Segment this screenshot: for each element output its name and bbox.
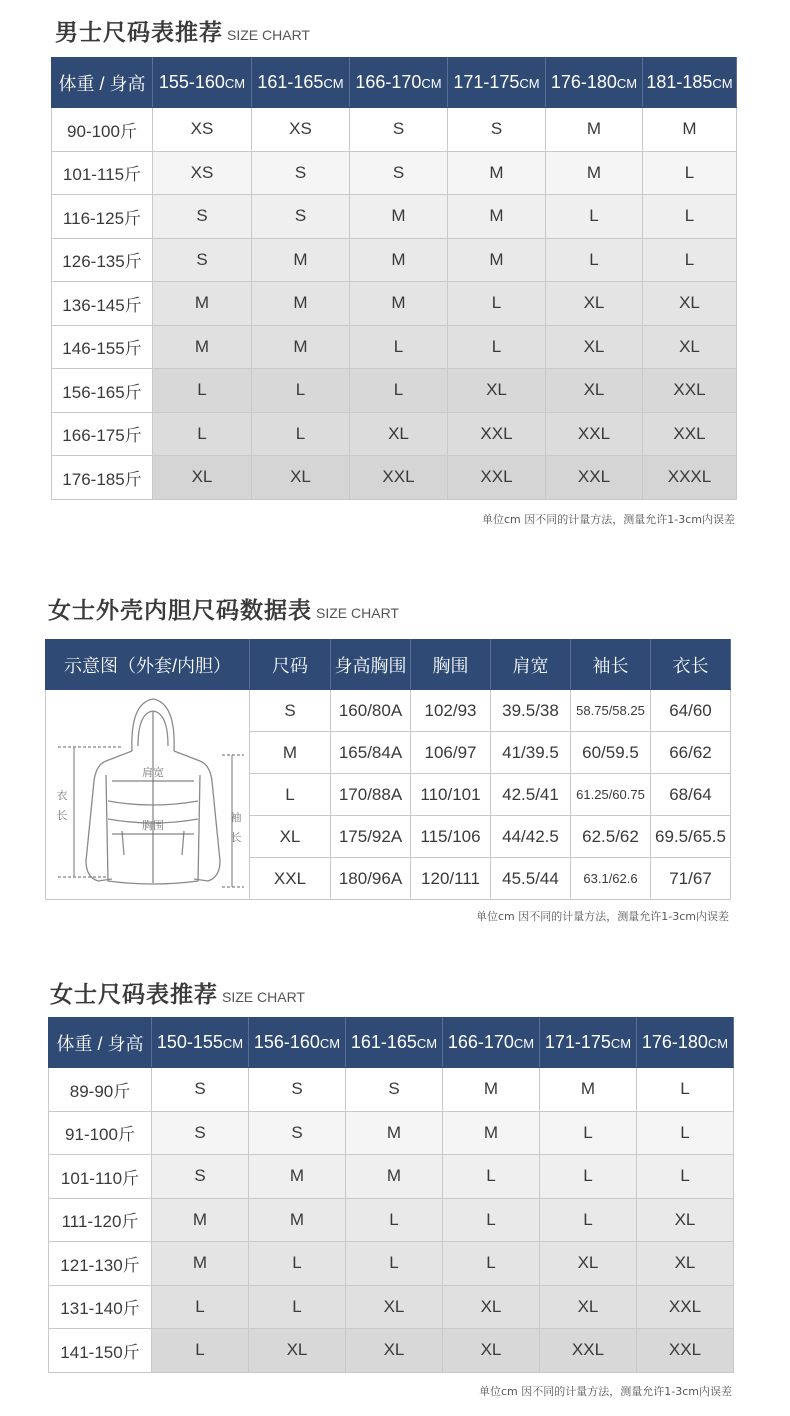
men-size-cell: M — [448, 195, 546, 239]
shell-header-sleeve: 袖长 — [571, 640, 651, 690]
chest-label: 胸围 — [142, 818, 164, 832]
men-note: 单位cm 因不同的计量方法，测量允许1-3cm内误差 — [482, 513, 735, 526]
men-col-header: 155-160CM — [153, 58, 252, 108]
women-size-cell: M — [152, 1198, 249, 1242]
shell-title: 女士外壳内胆尺码数据表 — [48, 598, 312, 624]
men-weight-label: 136-145斤 — [52, 282, 153, 326]
men-col-header: 171-175CM — [448, 58, 546, 108]
women-size-table — [48, 1017, 734, 1373]
men-table-row — [52, 238, 737, 282]
women-size-cell: M — [249, 1198, 346, 1242]
women-table-row — [49, 1111, 734, 1155]
women-size-cell: M — [540, 1068, 637, 1112]
men-heading — [55, 14, 310, 47]
women-size-cell: L — [637, 1068, 734, 1112]
sleeve-label-2: 长 — [230, 830, 242, 844]
shell-cell-sleeve: 60/59.5 — [571, 732, 651, 774]
shell-cell-height-chest: 160/80A — [331, 690, 411, 732]
women-size-cell: S — [152, 1155, 249, 1199]
men-size-cell: XS — [153, 151, 252, 195]
men-header-row — [52, 58, 737, 108]
women-title: 女士尺码表推荐 — [50, 982, 218, 1008]
men-title: 男士尺码表推荐 — [55, 20, 223, 46]
shell-cell-size: M — [250, 732, 331, 774]
men-size-cell: XXL — [448, 412, 546, 456]
women-col-header: 150-155CM — [152, 1018, 249, 1068]
shell-cell-chest: 106/97 — [411, 732, 491, 774]
length-label-2: 长 — [56, 808, 68, 822]
women-col-header: 171-175CM — [540, 1018, 637, 1068]
women-size-cell: L — [249, 1242, 346, 1286]
women-header-row — [49, 1018, 734, 1068]
women-size-cell: M — [443, 1068, 540, 1112]
shell-cell-height-chest: 170/88A — [331, 774, 411, 816]
men-size-cell: L — [448, 325, 546, 369]
men-size-cell: M — [252, 325, 350, 369]
men-size-cell: L — [153, 412, 252, 456]
shell-cell-chest: 115/106 — [411, 816, 491, 858]
shell-table-row — [46, 690, 731, 732]
men-size-cell: XXL — [546, 412, 643, 456]
men-size-cell: L — [252, 412, 350, 456]
women-weight-label: 101-110斤 — [49, 1155, 152, 1199]
shell-header-size: 尺码 — [250, 640, 331, 690]
men-table-row — [52, 195, 737, 239]
length-label-1: 衣 — [56, 788, 68, 802]
jacket-illustration — [46, 691, 249, 899]
men-size-cell: XL — [350, 412, 448, 456]
women-size-cell: XL — [346, 1329, 443, 1373]
shell-cell-sleeve: 62.5/62 — [571, 816, 651, 858]
men-size-cell: L — [448, 282, 546, 326]
shell-cell-length: 66/62 — [651, 732, 731, 774]
shell-cell-chest: 120/111 — [411, 858, 491, 900]
shell-cell-chest: 102/93 — [411, 690, 491, 732]
shell-cell-height-chest: 175/92A — [331, 816, 411, 858]
women-table-row — [49, 1242, 734, 1286]
women-size-cell: XL — [540, 1285, 637, 1329]
women-size-cell: L — [249, 1285, 346, 1329]
men-size-cell: S — [350, 108, 448, 152]
men-weight-label: 156-165斤 — [52, 369, 153, 413]
men-size-cell: S — [153, 238, 252, 282]
men-table-row — [52, 282, 737, 326]
women-table-row — [49, 1285, 734, 1329]
women-size-cell: S — [152, 1111, 249, 1155]
shoulder-label: 肩宽 — [142, 765, 164, 779]
men-col-header: 176-180CM — [546, 58, 643, 108]
women-size-cell: L — [346, 1198, 443, 1242]
men-size-cell: XXL — [643, 369, 737, 413]
women-size-cell: L — [540, 1198, 637, 1242]
women-size-cell: XL — [637, 1242, 734, 1286]
men-size-table — [51, 57, 737, 500]
women-size-cell: L — [443, 1155, 540, 1199]
shell-cell-length: 69.5/65.5 — [651, 816, 731, 858]
women-weight-label: 141-150斤 — [49, 1329, 152, 1373]
shell-header-chest: 胸围 — [411, 640, 491, 690]
women-size-cell: S — [249, 1068, 346, 1112]
women-size-cell: M — [443, 1111, 540, 1155]
men-size-cell: XL — [546, 282, 643, 326]
shell-cell-sleeve: 63.1/62.6 — [571, 858, 651, 900]
women-weight-label: 131-140斤 — [49, 1285, 152, 1329]
men-size-cell: XXL — [546, 456, 643, 500]
men-size-cell: M — [546, 151, 643, 195]
women-size-cell: L — [152, 1285, 249, 1329]
men-size-cell: L — [546, 238, 643, 282]
women-size-cell: M — [152, 1242, 249, 1286]
shell-header-height-chest: 身高胸围 — [331, 640, 411, 690]
men-size-cell: M — [153, 282, 252, 326]
women-size-cell: L — [540, 1155, 637, 1199]
men-size-cell: M — [252, 282, 350, 326]
men-size-cell: XL — [448, 369, 546, 413]
men-size-cell: XXXL — [643, 456, 737, 500]
men-table-row — [52, 369, 737, 413]
women-table-row — [49, 1155, 734, 1199]
women-weight-label: 121-130斤 — [49, 1242, 152, 1286]
women-subtitle: SIZE CHART — [222, 989, 305, 1005]
shell-cell-height-chest: 180/96A — [331, 858, 411, 900]
men-size-cell: L — [643, 195, 737, 239]
women-size-cell: L — [443, 1198, 540, 1242]
shell-cell-height-chest: 165/84A — [331, 732, 411, 774]
women-size-cell: S — [346, 1068, 443, 1112]
men-size-cell: L — [546, 195, 643, 239]
men-weight-label: 176-185斤 — [52, 456, 153, 500]
men-size-cell: L — [252, 369, 350, 413]
shell-note: 单位cm 因不同的计量方法，测量允许1-3cm内误差 — [476, 910, 729, 923]
men-size-cell: XXL — [643, 412, 737, 456]
women-weight-label: 89-90斤 — [49, 1068, 152, 1112]
shell-header-figure: 示意图（外套/内胆） — [46, 640, 250, 690]
shell-cell-size: S — [250, 690, 331, 732]
women-table-row — [49, 1329, 734, 1373]
men-size-cell: XL — [546, 325, 643, 369]
men-size-cell: XS — [153, 108, 252, 152]
men-size-cell: L — [350, 369, 448, 413]
men-size-cell: M — [546, 108, 643, 152]
women-size-cell: M — [346, 1111, 443, 1155]
shell-cell-size: L — [250, 774, 331, 816]
women-col-header: 166-170CM — [443, 1018, 540, 1068]
women-col-header: 156-160CM — [249, 1018, 346, 1068]
men-size-cell: M — [643, 108, 737, 152]
women-size-cell: XL — [443, 1285, 540, 1329]
men-weight-label: 90-100斤 — [52, 108, 153, 152]
shell-subtitle: SIZE CHART — [316, 605, 399, 621]
women-size-cell: L — [540, 1111, 637, 1155]
men-weight-label: 146-155斤 — [52, 325, 153, 369]
men-weight-label: 126-135斤 — [52, 238, 153, 282]
women-size-cell: XXL — [637, 1329, 734, 1373]
men-size-cell: M — [350, 282, 448, 326]
women-weight-label: 91-100斤 — [49, 1111, 152, 1155]
jacket-diagram — [46, 690, 250, 900]
men-size-cell: M — [350, 238, 448, 282]
men-weight-label: 166-175斤 — [52, 412, 153, 456]
women-size-cell: XXL — [637, 1285, 734, 1329]
women-size-cell: L — [152, 1329, 249, 1373]
men-size-cell: XXL — [350, 456, 448, 500]
women-size-cell: S — [152, 1068, 249, 1112]
shell-header-row — [46, 640, 731, 690]
women-heading — [50, 976, 305, 1009]
men-size-cell: XL — [643, 325, 737, 369]
men-size-cell: S — [448, 108, 546, 152]
men-col-header: 181-185CM — [643, 58, 737, 108]
men-corner-header: 体重 / 身高 — [52, 58, 153, 108]
shell-cell-shoulder: 39.5/38 — [491, 690, 571, 732]
shell-header-shoulder: 肩宽 — [491, 640, 571, 690]
women-size-cell: XL — [443, 1329, 540, 1373]
shell-cell-length: 64/60 — [651, 690, 731, 732]
men-size-cell: L — [153, 369, 252, 413]
shell-size-table — [45, 639, 731, 900]
men-size-cell: M — [153, 325, 252, 369]
men-table-row — [52, 412, 737, 456]
women-size-cell: M — [249, 1155, 346, 1199]
sleeve-label-1: 袖 — [230, 810, 242, 824]
women-col-header: 176-180CM — [637, 1018, 734, 1068]
women-size-cell: L — [637, 1155, 734, 1199]
men-table-row — [52, 108, 737, 152]
shell-cell-shoulder: 42.5/41 — [491, 774, 571, 816]
women-corner-header: 体重 / 身高 — [49, 1018, 152, 1068]
shell-cell-size: XL — [250, 816, 331, 858]
shell-heading — [48, 592, 399, 625]
women-size-cell: M — [346, 1155, 443, 1199]
men-table-row — [52, 151, 737, 195]
women-note: 单位cm 因不同的计量方法，测量允许1-3cm内误差 — [479, 1385, 732, 1398]
women-size-cell: S — [249, 1111, 346, 1155]
men-col-header: 161-165CM — [252, 58, 350, 108]
men-size-cell: XL — [252, 456, 350, 500]
women-size-cell: XXL — [540, 1329, 637, 1373]
men-size-cell: L — [643, 151, 737, 195]
women-table-row — [49, 1198, 734, 1242]
women-size-cell: XL — [346, 1285, 443, 1329]
shell-cell-sleeve: 61.25/60.75 — [571, 774, 651, 816]
men-size-cell: L — [350, 325, 448, 369]
men-size-cell: M — [350, 195, 448, 239]
men-size-cell: S — [350, 151, 448, 195]
women-col-header: 161-165CM — [346, 1018, 443, 1068]
men-size-cell: XXL — [448, 456, 546, 500]
shell-cell-sleeve: 58.75/58.25 — [571, 690, 651, 732]
shell-cell-shoulder: 45.5/44 — [491, 858, 571, 900]
men-table-row — [52, 325, 737, 369]
shell-cell-shoulder: 44/42.5 — [491, 816, 571, 858]
shell-cell-shoulder: 41/39.5 — [491, 732, 571, 774]
men-size-cell: S — [153, 195, 252, 239]
men-size-cell: M — [448, 151, 546, 195]
men-size-cell: L — [643, 238, 737, 282]
women-size-cell: XL — [637, 1198, 734, 1242]
men-subtitle: SIZE CHART — [227, 27, 310, 43]
shell-cell-chest: 110/101 — [411, 774, 491, 816]
men-size-cell: S — [252, 151, 350, 195]
men-col-header: 166-170CM — [350, 58, 448, 108]
women-size-cell: L — [346, 1242, 443, 1286]
women-size-cell: XL — [249, 1329, 346, 1373]
men-size-cell: XL — [153, 456, 252, 500]
men-weight-label: 116-125斤 — [52, 195, 153, 239]
men-size-cell: XS — [252, 108, 350, 152]
women-table-row — [49, 1068, 734, 1112]
men-size-cell: M — [448, 238, 546, 282]
men-size-cell: XL — [546, 369, 643, 413]
men-size-cell: XL — [643, 282, 737, 326]
shell-cell-length: 68/64 — [651, 774, 731, 816]
women-size-cell: XL — [540, 1242, 637, 1286]
women-size-cell: L — [637, 1111, 734, 1155]
women-weight-label: 111-120斤 — [49, 1198, 152, 1242]
shell-cell-length: 71/67 — [651, 858, 731, 900]
shell-cell-size: XXL — [250, 858, 331, 900]
shell-header-length: 衣长 — [651, 640, 731, 690]
men-weight-label: 101-115斤 — [52, 151, 153, 195]
men-size-cell: M — [252, 238, 350, 282]
men-table-row — [52, 456, 737, 500]
women-size-cell: L — [443, 1242, 540, 1286]
men-size-cell: S — [252, 195, 350, 239]
